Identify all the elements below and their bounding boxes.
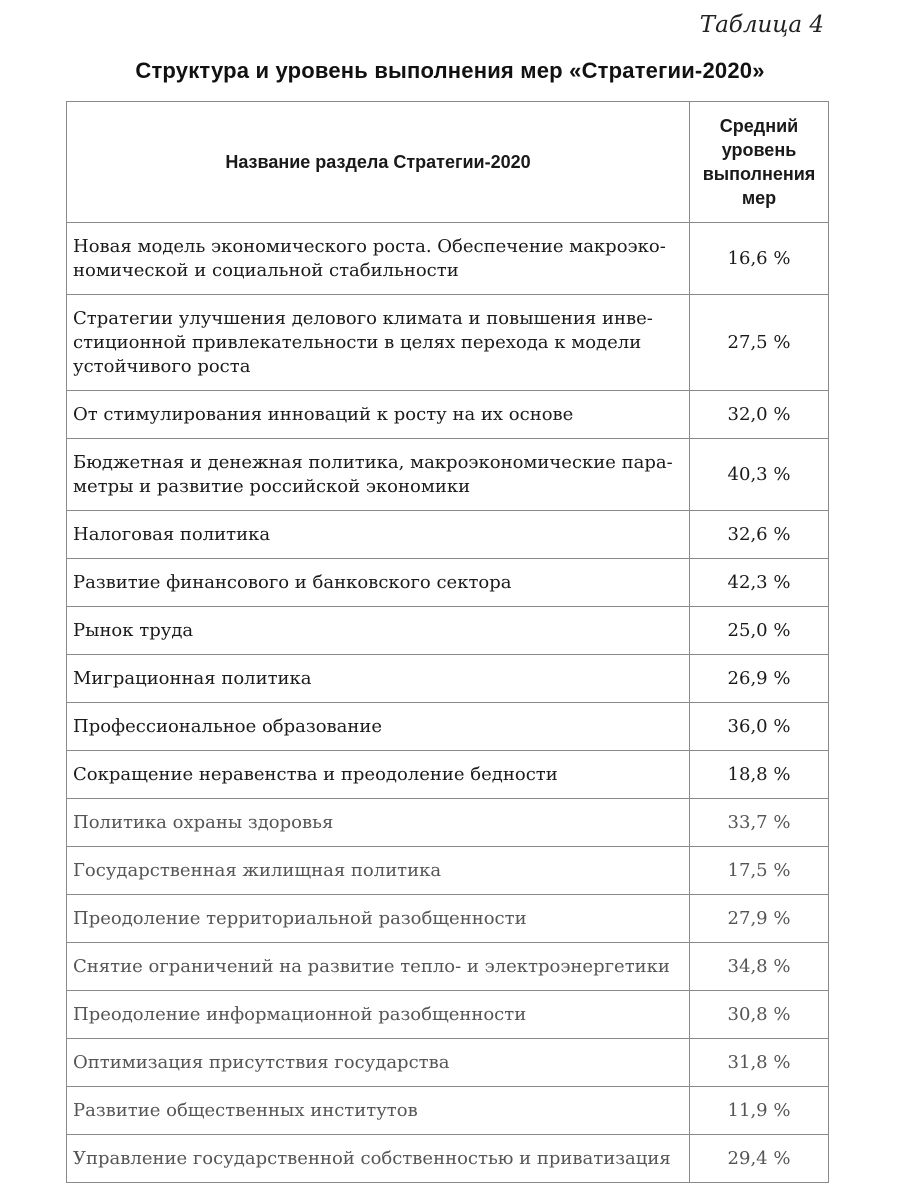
table-row xyxy=(67,991,829,1039)
completion-level-cell: 36,0 % xyxy=(690,703,829,751)
section-name-cell: Сокращение неравенства и преодоление бедности xyxy=(67,751,690,799)
section-name-cell: Развитие финансового и банковского сектора xyxy=(67,559,690,607)
table-row xyxy=(67,943,829,991)
table-row xyxy=(67,751,829,799)
table-row xyxy=(67,511,829,559)
completion-level-cell: 32,6 % xyxy=(690,511,829,559)
table-row xyxy=(67,391,829,439)
completion-level-cell: 33,7 % xyxy=(690,799,829,847)
section-name-cell: Миграционная политика xyxy=(67,655,690,703)
table-row xyxy=(67,295,829,391)
table-row xyxy=(67,895,829,943)
section-name-cell: Бюджетная и денежная политика, макроэкономические пара-метры и развитие российской экономики xyxy=(67,439,690,511)
header-line: Средний xyxy=(719,116,799,136)
table-row xyxy=(67,655,829,703)
completion-level-cell: 31,8 % xyxy=(690,1039,829,1087)
table-row xyxy=(67,439,829,511)
completion-level-cell: 18,8 % xyxy=(690,751,829,799)
completion-level-cell: 34,8 % xyxy=(690,943,829,991)
completion-level-cell: 40,3 % xyxy=(690,439,829,511)
section-name-cell: Налоговая политика xyxy=(67,511,690,559)
table-row xyxy=(67,1087,829,1135)
completion-level-cell: 11,9 % xyxy=(690,1087,829,1135)
completion-level-cell: 16,6 % xyxy=(690,223,829,295)
section-name-cell: Снятие ограничений на развитие тепло- и электроэнергетики xyxy=(67,943,690,991)
section-name-cell: Управление государственной собственностью и приватизация xyxy=(67,1135,690,1183)
section-name-cell: От стимулирования инноваций к росту на их основе xyxy=(67,391,690,439)
table-number-label: Таблица 4 xyxy=(699,12,824,38)
table-row xyxy=(67,559,829,607)
table-row xyxy=(67,703,829,751)
section-name-cell: Преодоление информационной разобщенности xyxy=(67,991,690,1039)
table-header-row xyxy=(67,102,829,223)
header-average-level xyxy=(690,102,829,223)
completion-level-cell: 27,9 % xyxy=(690,895,829,943)
section-name-cell: Политика охраны здоровья xyxy=(67,799,690,847)
table-row xyxy=(67,799,829,847)
section-name-cell: Оптимизация присутствия государства xyxy=(67,1039,690,1087)
header-line: уровень xyxy=(721,140,797,160)
section-name-cell: Новая модель экономического роста. Обеспечение макроэко-номической и социальной стабильности xyxy=(67,223,690,295)
table-row xyxy=(67,1135,829,1183)
section-name-cell: Преодоление территориальной разобщенности xyxy=(67,895,690,943)
completion-level-cell: 42,3 % xyxy=(690,559,829,607)
completion-level-cell: 27,5 % xyxy=(690,295,829,391)
section-name-cell: Государственная жилищная политика xyxy=(67,847,690,895)
completion-level-cell: 32,0 % xyxy=(690,391,829,439)
section-name-cell: Профессиональное образование xyxy=(67,703,690,751)
completion-level-cell: 17,5 % xyxy=(690,847,829,895)
section-name-cell: Развитие общественных институтов xyxy=(67,1087,690,1135)
strategy-table xyxy=(66,101,829,1183)
section-name-cell: Стратегии улучшения делового климата и повышения инве-стиционной привлекательности в целях перехода к модели устойчивого роста xyxy=(67,295,690,391)
header-line: мер xyxy=(741,188,777,208)
completion-level-cell: 26,9 % xyxy=(690,655,829,703)
header-line: выполнения xyxy=(702,164,816,184)
section-name-cell: Рынок труда xyxy=(67,607,690,655)
table-title: Структура и уровень выполнения мер «Стратегии-2020» xyxy=(135,58,765,83)
completion-level-cell: 30,8 % xyxy=(690,991,829,1039)
table-row xyxy=(67,847,829,895)
table-row xyxy=(67,223,829,295)
table-row xyxy=(67,1039,829,1087)
completion-level-cell: 29,4 % xyxy=(690,1135,829,1183)
completion-level-cell: 25,0 % xyxy=(690,607,829,655)
header-section-name: Название раздела Стратегии-2020 xyxy=(67,102,690,223)
table-row xyxy=(67,607,829,655)
